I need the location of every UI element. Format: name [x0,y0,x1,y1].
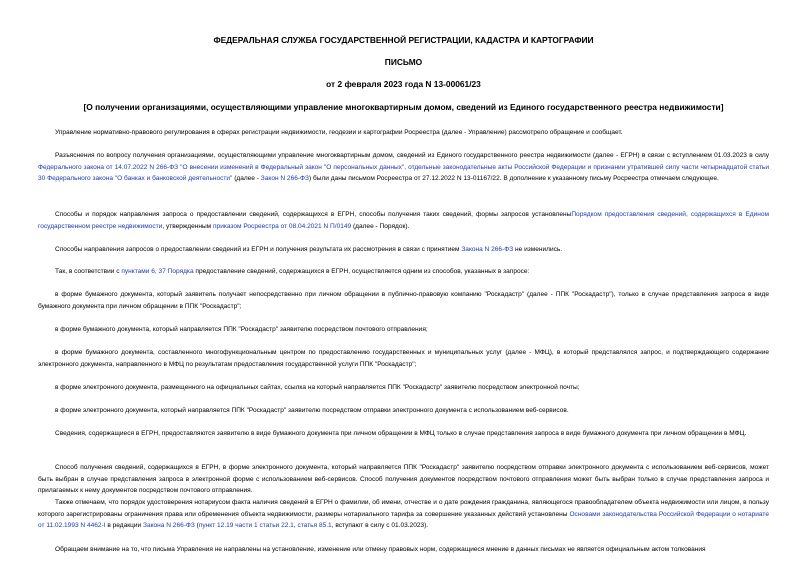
paragraph-text: Также отмечаем, что порядок удостоверения нотариусом факта наличия сведений в ЕГРН о фамилии, об имени, отчестве и о дате рождения гражданина, являющегося правообладателем объекта недвижимости или лицом, в пользу которого зарегистрированы ограничения права или обременения объекта недвижимости, размеры нотариального тарифа за совершение указанных действий установлены [38,499,769,518]
paragraph-intro [38,127,769,139]
paragraph-text: Способы и порядок направления запроса о предоставлении сведений, содержащихся в ЕГРН, способы получения таких сведений, формы запросов установлены [55,211,572,218]
paragraph-text: в редакции [105,522,143,530]
paragraph-notary [38,497,769,532]
paragraph-procedure [38,209,769,232]
paragraph-text: Способ получения сведений, содержащихся в ЕГРН, в форме электронного документа, который направляется ППК "Роскадастр" заявителю посредством отправки электронного документа с использованием веб-сервисов, может быть выбран в случае представления запроса в электронной форме с использованием веб-сервисов. Способ получения документов посредством почтового отправления может быть выбран только в случае представления запроса и прилагаемых к нему документов посредством почтового отправления. [38,464,769,495]
paragraph-text: ) были даны письмом Росреестра от 27.12.2022 N 13-01167/22. В дополнение к указанному письму Росреестра отмечаем следующее. [308,175,719,183]
agency-title: ФЕДЕРАЛЬНАЯ СЛУЖБА ГОСУДАРСТВЕННОЙ РЕГИСТРАЦИИ, КАДАСТРА И КАРТОГРАФИИ [213,35,594,45]
paragraph-text: (далее - Порядок). [351,222,410,230]
law-266-fz-short-link[interactable]: Закон N 266-ФЗ [260,175,309,183]
clause-12-19-link[interactable]: пункт 12.19 части 1 статьи 22.1 [198,522,294,530]
document-date-number: от 2 февраля 2023 года N 13-00061/23 [326,79,481,89]
law-266-fz-link[interactable]: Закона N 266-ФЗ [143,522,195,530]
paragraph-text: Управление нормативно-правового регулирования в сферах регистрации недвижимости, геодезии и картографии Росреестра (далее - Управление) рассмотрело обращение и сообщает. [55,129,623,136]
procedure-clauses-link[interactable]: пунктами 6, 37 Порядка [121,268,194,275]
list-item-electronic-webservice [38,405,769,417]
paragraph-text: Сведения, содержащиеся в ЕГРН, предоставляются заявителю в виде бумажного документа при личном обращении в МФЦ только в случае представления запроса в виде бумажного документа при личном обращении в МФЦ. [55,430,747,437]
paragraph-text: , утвержденным [162,222,214,230]
law-266-fz-link[interactable]: Закона N 266-ФЗ [461,246,514,253]
paragraph-text: предоставление сведений, содержащихся в ЕГРН, осуществляется одним из способов, указанных в запросе: [193,268,530,275]
order-link[interactable]: приказом Росреестра от 08.04.2021 N П/0149 [213,222,352,230]
paragraph-text: (далее - [232,175,261,183]
paragraph-text: не изменились. [513,246,563,253]
law-266-fz-link[interactable]: Федерального закона от 14.07.2022 N 266-ФЗ "О внесении изменений в Федеральный закон "О персональных данных", отдельные законодательные акты Российской Федерации и признании утратившей силу части четырнадцатой статьи 30 Федерального закона "О банках и банковской деятельности" [38,163,769,183]
paragraph-disclaimer [38,544,769,556]
paragraph-text: Способы направления запросов о предоставлении сведений из ЕГРН и получения результата их рассмотрения в связи с принятием [55,246,462,253]
notary-law-link[interactable]: Основами законодательства Российской Федерации о нотариате от 11.02.1993 N 4462-I [38,510,769,530]
paragraph-text: в форме электронного документа, размещенного на официальных сайтах, ссылка на который направляется ППК "Роскадастр" заявителю посредством электронной почты; [55,384,580,391]
paragraph-mfc-paper [38,428,769,440]
list-item-paper-mail [38,324,769,336]
paragraph-methods-list-intro [38,266,769,278]
paragraph-methods-unchanged [38,244,769,256]
paragraph-text: , [293,522,298,530]
paragraph-text: Разъяснения по вопросу получения организациями, осуществляющими управление многоквартирным домом, сведений из Единого государственного реестра недвижимости (далее - ЕГРН) в связи с вступлением 01.03.2023 в силу [55,152,769,159]
article-85-1-link[interactable]: статья 85.1 [297,522,332,530]
paragraph-text: Так, в соответствии с [55,268,122,275]
paragraph-text: , вступают в силу с 01.03.2023). [331,522,429,530]
paragraph-text: в форме бумажного документа, составленного многофункциональным центром по предоставлению государственных и муниципальных услуг (далее - МФЦ), в который представлялся запрос, и подтверждающего содержание электронного документа, направленного в МФЦ по результатам предоставления государственной услуги ППК "Роскадастр"; [38,349,769,368]
paragraph-text: в форме бумажного документа, который заявитель получает непосредственно при личном обращении в публично-правовую компанию "Роскадастр" (далее - ППК "Роскадастр"), только в случае представления запроса в виде бумажного документа при личном обращении в ППК "Роскадастр"; [38,291,769,310]
document-subject: [О получении организациями, осуществляющими управление многоквартирным домом, сведений из Единого государственного реестра недвижимости] [83,102,724,112]
paragraph-text: Обращаем внимание на то, что письма Управления не направлены на установление, изменение или отмену правовых норм, содержащиеся мнение в данных письмах не является официальным актом толкования [55,546,706,553]
list-item-electronic-email [38,382,769,394]
paragraph-webservice-method [38,462,769,497]
paragraph-text: ( [194,522,199,530]
procedure-link[interactable]: Порядком предоставления сведений, содержащихся в Едином государственном реестре недвижимости [38,211,769,230]
document-type: ПИСЬМО [384,57,423,67]
paragraph-text: в форме бумажного документа, который направляется ППК "Роскадастр" заявителю посредством почтового отправления; [55,326,428,333]
list-item-paper-personal [38,289,769,312]
paragraph-text: в форме электронного документа, который направляется ППК "Роскадастр" заявителю посредством отправки электронного документа с использованием веб-сервисов. [55,407,569,414]
list-item-paper-mfc [38,347,769,370]
paragraph-clarifications [38,150,769,185]
